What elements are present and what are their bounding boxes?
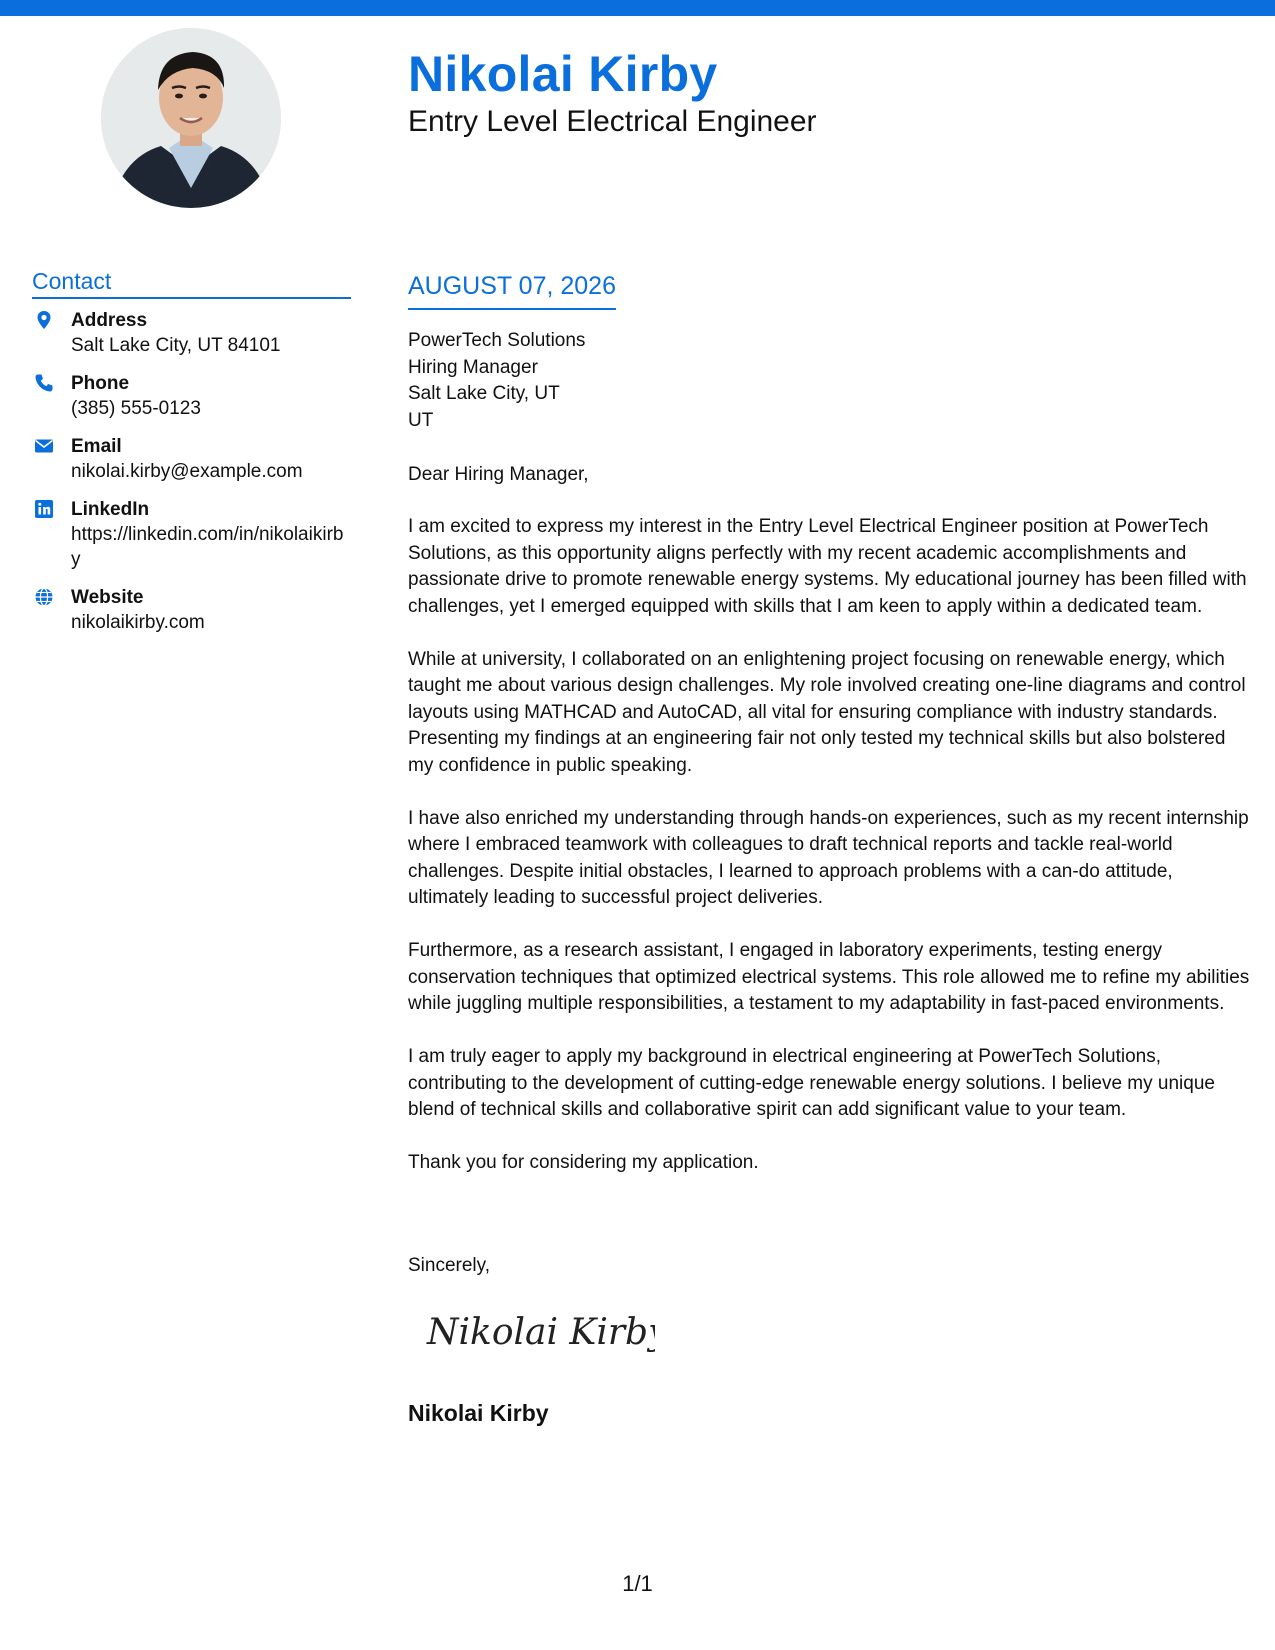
recipient-company: PowerTech Solutions <box>408 330 586 351</box>
contact-value: nikolaikirby.com <box>71 612 205 633</box>
body-paragraph: I am excited to express my interest in the Entry Level Electrical Engineer position at PowerTech Solutions, as this opportunity aligns perfectly with my recent academic accomplishments and passionate drive to promote renewable energy systems. My educational journey has been filled with challenges, yet I emerged equipped with skills that I am keen to apply within a dedicated team. <box>408 516 1247 617</box>
job-title: Entry Level Electrical Engineer <box>408 105 817 138</box>
recipient-block <box>408 328 1238 434</box>
contact-value: Salt Lake City, UT 84101 <box>71 335 281 356</box>
body-paragraph: Furthermore, as a research assistant, I engaged in laboratory experiments, testing energy conservation techniques that optimized electrical systems. This role allowed me to refine my abilities while juggling multiple responsibilities, a testament to my adaptability in fast-paced environments. <box>408 940 1250 1014</box>
letter-body <box>408 514 1250 1203</box>
contact-item-phone <box>32 371 351 421</box>
body-paragraph: I am truly eager to apply my background in electrical engineering at PowerTech Solutions, contributing to the development of cutting-edge renewable energy solutions. I believe my unique blend of technical skills and collaborative spirit can add significant value to your team. <box>408 1046 1215 1120</box>
contact-label: Address <box>71 310 148 331</box>
body-paragraph: I have also enriched my understanding through hands-on experiences, such as my recent internship where I embraced teamwork with colleagues to draft technical reports and tackle real-world challenges. Despite initial obstacles, I learned to approach problems with a can-do attitude, ultimately leading to successful project deliveries. <box>408 807 1249 908</box>
page-number: 1/1 <box>622 1571 653 1596</box>
candidate-name: Nikolai Kirby <box>408 46 718 102</box>
contact-label: Website <box>71 587 144 608</box>
letter-date: AUGUST 07, 2026 <box>408 270 616 310</box>
contact-value: (385) 555-0123 <box>71 398 201 419</box>
recipient-state: UT <box>408 409 434 431</box>
closing: Sincerely, <box>408 1255 491 1276</box>
contact-item-website <box>32 585 351 635</box>
linkedin-icon <box>34 499 54 519</box>
contact-label: Phone <box>71 373 130 394</box>
profile-photo <box>101 28 281 208</box>
contact-list <box>32 308 351 648</box>
contact-item-linkedin <box>32 497 351 572</box>
recipient-city: Salt Lake City, UT <box>408 383 560 404</box>
signer-name: Nikolai Kirby <box>408 1400 549 1426</box>
recipient-title: Hiring Manager <box>408 356 538 378</box>
envelope-icon <box>34 436 54 456</box>
contact-item-email <box>32 434 351 484</box>
contact-heading: Contact <box>32 267 351 299</box>
top-accent-bar <box>0 0 1275 16</box>
contact-value: https://linkedin.com/in/nikolaikirby <box>71 524 344 570</box>
contact-item-address <box>32 308 351 358</box>
location-pin-icon <box>34 310 54 330</box>
contact-label: Email <box>71 436 122 457</box>
body-paragraph: Thank you for considering my application. <box>408 1152 759 1173</box>
contact-value: nikolai.kirby@example.com <box>71 461 303 482</box>
salutation: Dear Hiring Manager, <box>408 464 589 485</box>
handwritten-signature <box>425 1302 655 1362</box>
contact-label: LinkedIn <box>71 499 150 520</box>
signature-text: Nikolai Kirby <box>427 1312 655 1353</box>
phone-icon <box>34 373 54 393</box>
body-paragraph: While at university, I collaborated on an enlightening project focusing on renewable energy, which taught me about various design challenges. My role involved creating one-line diagrams and control layouts using MATHCAD and AutoCAD, all vital for ensuring compliance with industry standards. Presenting my findings at an engineering fair not only tested my technical skills but also bolstered my confidence in public speaking. <box>408 648 1246 776</box>
globe-icon <box>34 587 54 607</box>
